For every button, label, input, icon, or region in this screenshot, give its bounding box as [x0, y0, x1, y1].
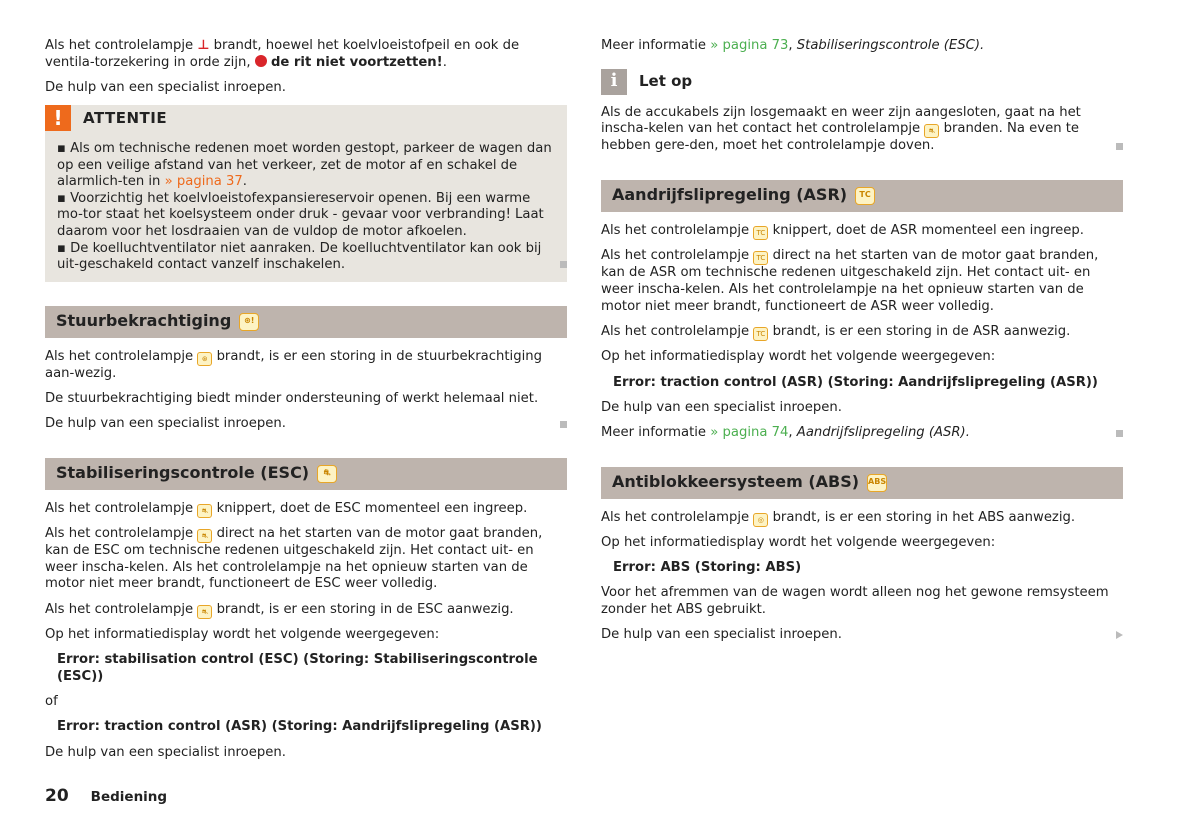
end-marker — [1116, 430, 1123, 437]
note-header — [601, 69, 1123, 95]
esc-lamp-icon: ⛐ — [197, 529, 212, 543]
coolant-paragraph: Als het controlelampje ⊥ brandt, hoewel het koelvloeistofpeil en ook de ventila-torzekering in orde zijn, de rit niet voortzetten!. — [45, 38, 520, 70]
esc-p4: Op het informatiedisplay wordt het volgende weergegeven: — [45, 627, 440, 643]
esc-error-2: Error: traction control (ASR) (Storing: Aandrijfslipregeling (ASR)) — [57, 719, 542, 735]
chapter-title: Bediening — [90, 789, 168, 805]
steering-lamp-icon: ⊛! — [239, 313, 259, 331]
attention-bullet-3: ▪ De koelluchtventilator niet aanraken. De koelluchtventilator kan ook bij uit-geschakeld contact vanzelf inschakelen. — [57, 241, 555, 274]
section-header-stuurbekrachtiging: Stuurbekrachtiging ⊛! — [45, 306, 567, 338]
esc-lamp-icon: ⛐ — [924, 124, 939, 138]
abs-error: Error: ABS (Storing: ABS) — [613, 560, 802, 576]
specialist-paragraph: De hulp van een specialist inroepen. — [45, 79, 286, 95]
asr-lamp-icon: TC — [753, 251, 768, 265]
attention-box — [45, 105, 567, 282]
stop-lamp-icon — [255, 55, 267, 67]
end-marker — [560, 421, 567, 428]
asr-p4: Op het informatiedisplay wordt het volgende weergegeven: — [601, 349, 996, 365]
more-info-asr: Meer informatie » pagina 74, Aandrijfslipregeling (ASR). — [601, 425, 1123, 442]
page-74-link[interactable]: » pagina 74 — [710, 424, 789, 440]
esc-lamp-icon: ⛐ — [197, 605, 212, 619]
page-footer — [45, 788, 167, 806]
esc-or: of — [45, 694, 58, 710]
abs-lamp-icon: ABS — [867, 474, 887, 492]
abs-p2: Op het informatiedisplay wordt het volgende weergegeven: — [601, 535, 996, 551]
esc-lamp-icon: ⛐ — [197, 504, 212, 518]
asr-p1: Als het controlelampje TC knippert, doet de ASR momenteel een ingreep. — [601, 222, 1084, 238]
end-marker — [1116, 143, 1123, 150]
asr-error: Error: traction control (ASR) (Storing: Aandrijfslipregeling (ASR)) — [613, 374, 1098, 390]
steer-p2: De stuurbekrachtiging biedt minder ondersteuning of werkt helemaal niet. — [45, 390, 539, 406]
attention-bullet-1: ▪ Als om technische redenen moet worden gestopt, parkeer de wagen dan op een veilige afstand van het verkeer, zet de motor af en schakel de alarmlich-ten in » pagina 37. — [57, 140, 552, 190]
page-number: 20 — [45, 786, 69, 806]
esc-lamp-icon: ⛐ — [317, 465, 337, 483]
steering-lamp-icon: ⊛ — [197, 352, 212, 366]
attention-bullet-2: ▪ Voorzichtig het koelvloeistofexpansiereservoir openen. Bij een warme mo-tor staat het koelsysteem onder druk - gevaar voor verbranding! Laat daarom voor het losdraaien van de vuldop de motor afkoelen. — [57, 190, 544, 239]
esc-p3: Als het controlelampje ⛐ brandt, is er een storing in de ESC aanwezig. — [45, 601, 514, 617]
section-header-abs: Antiblokkeersysteem (ABS) ABS — [601, 467, 1123, 499]
asr-lamp-icon: TC — [753, 327, 768, 341]
section-header-esc: Stabiliseringscontrole (ESC) ⛐ — [45, 458, 567, 490]
esc-error-1: Error: stabilisation control (ESC) (Storing: Stabiliseringscontrole (ESC)) — [57, 652, 538, 685]
continue-arrow-icon — [1116, 631, 1123, 639]
more-info-esc: Meer informatie » pagina 73, Stabiliseringscontrole (ESC). — [601, 38, 985, 53]
abs-p3: Voor het afremmen van de wagen wordt alleen nog het gewone remsysteem zonder het ABS gebruikt. — [601, 585, 1109, 618]
page-37-link[interactable]: » pagina 37 — [164, 174, 243, 190]
end-marker — [560, 261, 567, 268]
attention-title: ATTENTIE — [83, 108, 168, 127]
esc-p5: De hulp van een specialist inroepen. — [45, 744, 286, 760]
asr-p5: De hulp van een specialist inroepen. — [601, 399, 842, 415]
esc-p1: Als het controlelampje ⛐ knippert, doet de ESC momenteel een ingreep. — [45, 500, 528, 516]
abs-lamp-icon: ◎ — [753, 513, 768, 527]
note-text: Als de accukabels zijn losgemaakt en weer zijn aangesloten, gaat na het inscha-kelen van het contact het controlelampje ⛐ branden. Na even te hebben gere-den, moet het controlelampje doven. — [601, 105, 1123, 155]
asr-lamp-icon: TC — [753, 226, 768, 240]
asr-lamp-icon: TC — [855, 187, 875, 205]
right-column — [601, 38, 1123, 652]
info-icon: i — [601, 69, 627, 95]
asr-p3: Als het controlelampje TC brandt, is er een storing in de ASR aanwezig. — [601, 323, 1071, 339]
steer-p3: De hulp van een specialist inroepen. — [45, 416, 567, 433]
coolant-lamp-icon: ⊥ — [197, 38, 210, 53]
asr-p2: Als het controlelampje TC direct na het starten van de motor gaat branden, kan de ASR om technische redenen uitgeschakeld zijn. Het contact uit- en weer inscha-kelen. Als het controlelampje na het opnieuw starten van de motor niet meer brandt, functioneert de ASR weer volledig. — [601, 248, 1099, 314]
abs-p4: De hulp van een specialist inroepen. — [601, 627, 1123, 644]
steer-p1: Als het controlelampje ⊛ brandt, is er een storing in de stuurbekrachtiging aan-wezig. — [45, 348, 542, 381]
warning-icon: ! — [45, 105, 71, 131]
left-column — [45, 38, 567, 770]
note-title: Let op — [639, 72, 693, 91]
page-73-link[interactable]: » pagina 73 — [710, 38, 789, 53]
esc-p2: Als het controlelampje ⛐ direct na het starten van de motor gaat branden, kan de ESC om technische redenen uitgeschakeld zijn. Het contact uit- en weer inscha-kelen. Als het controlelampje na het opnieuw starten van de motor niet meer brandt, functioneert de ESC weer volledig. — [45, 526, 543, 592]
abs-p1: Als het controlelampje ◎ brandt, is er een storing in het ABS aanwezig. — [601, 509, 1076, 525]
section-header-asr: Aandrijfslipregeling (ASR) TC — [601, 180, 1123, 212]
